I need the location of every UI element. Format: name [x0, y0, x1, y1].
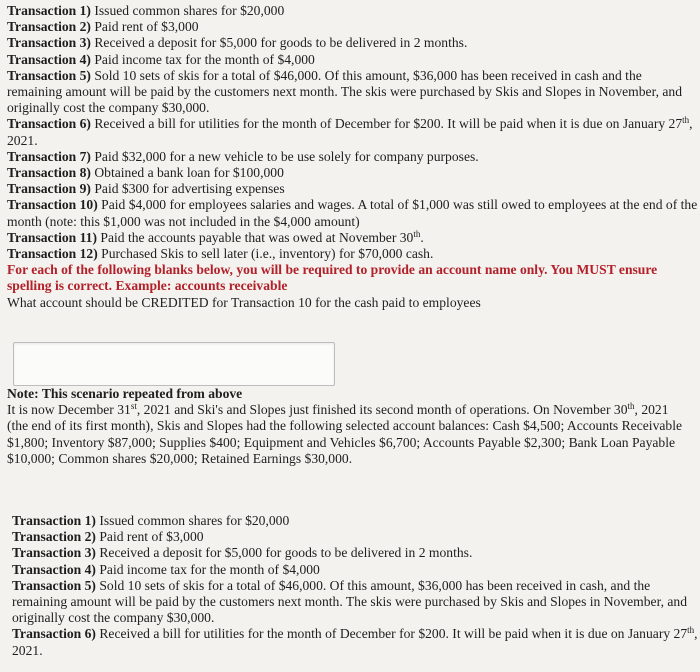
transaction-item: Transaction 2) Paid rent of $3,000 — [7, 19, 199, 35]
transaction-item: Transaction 7) Paid $32,000 for a new vehicle to be use solely for company purposes. — [7, 148, 479, 164]
instructions: For each of the following blanks below, you will be required to provide an account name only. You MUST ensure spelling is correct. Example: accounts receivable — [7, 262, 658, 294]
transaction-item: Transaction 8) Obtained a bank loan for $100,000 — [7, 165, 284, 181]
transaction-item: Transaction 4) Paid income tax for the month of $4,000 — [12, 561, 320, 577]
transaction-item: Transaction 11) Paid the accounts payable that was owed at November 30th. — [7, 228, 424, 245]
question-text: What account should be CREDITED for Transaction 10 for the cash paid to employees — [7, 294, 481, 310]
transaction-item: Transaction 12) Purchased Skis to sell later (i.e., inventory) for $70,000 cash. — [7, 246, 434, 262]
transaction-item: Transaction 3) Received a deposit for $5,000 for goods to be delivered in 2 months. — [12, 545, 473, 561]
note-title: Note: This scenario repeated from above — [7, 386, 243, 401]
transaction-item: Transaction 9) Paid $300 for advertising expenses — [7, 181, 285, 197]
answer-input[interactable] — [13, 342, 335, 386]
transaction-item: Transaction 10) Paid $4,000 for employees salaries and wages. A total of $1,000 was still owed to employees at the end of the month (note: this $1,000 was not included in the $4,000 amount) — [7, 197, 698, 229]
transaction-item: Transaction 4) Paid income tax for the month of $4,000 — [7, 51, 315, 67]
transaction-item: Transaction 5) Sold 10 sets of skis for a total of $46,000. Of this amount, $36,000 has been received in cash, and the remaining amount will be paid by the customers next month. The skis were purchased by Skis and Slopes in November, and originally cost the company $30,000. — [12, 577, 687, 626]
transaction-item: Transaction 2) Paid rent of $3,000 — [12, 529, 204, 545]
transaction-list-2 — [12, 513, 698, 659]
note-section — [7, 386, 692, 467]
transaction-item: Transaction 1) Issued common shares for $20,000 — [7, 3, 285, 18]
transaction-item: Transaction 6) Received a bill for utilities for the month of December for $200. It will be paid when it is due on January 27th, 2021. — [7, 115, 693, 148]
transaction-item: Transaction 6) Received a bill for utilities for the month of December for $200. It will be paid when it is due on January 27th, 2021. — [12, 625, 698, 658]
transaction-item: Transaction 1) Issued common shares for $20,000 — [12, 513, 290, 528]
transaction-item: Transaction 3) Received a deposit for $5,000 for goods to be delivered in 2 months. — [7, 35, 468, 51]
transaction-item: Transaction 5) Sold 10 sets of skis for a total of $46,000. Of this amount, $36,000 has been received in cash and the remaining amount will be paid by the customers next month. The skis were purchased by Skis and Slopes in November, and originally cost the company $30,000. — [7, 67, 682, 116]
note-paragraph: It is now December 31st, 2021 and Ski's and Slopes just finished its second month of operations. On November 30th, 2021 (the end of its first month), Skis and Slopes had the following selected account balances: Cash $4,500; Accounts Receivable $1,800; Inventory $87,000; Supplies $400; Equipment and Vehicles $6,700; Accounts Payable $2,300; Bank Loan Payable $10,000; Common shares $20,000; Retained Earnings $30,000. — [7, 401, 683, 466]
transaction-list-1 — [7, 3, 698, 311]
